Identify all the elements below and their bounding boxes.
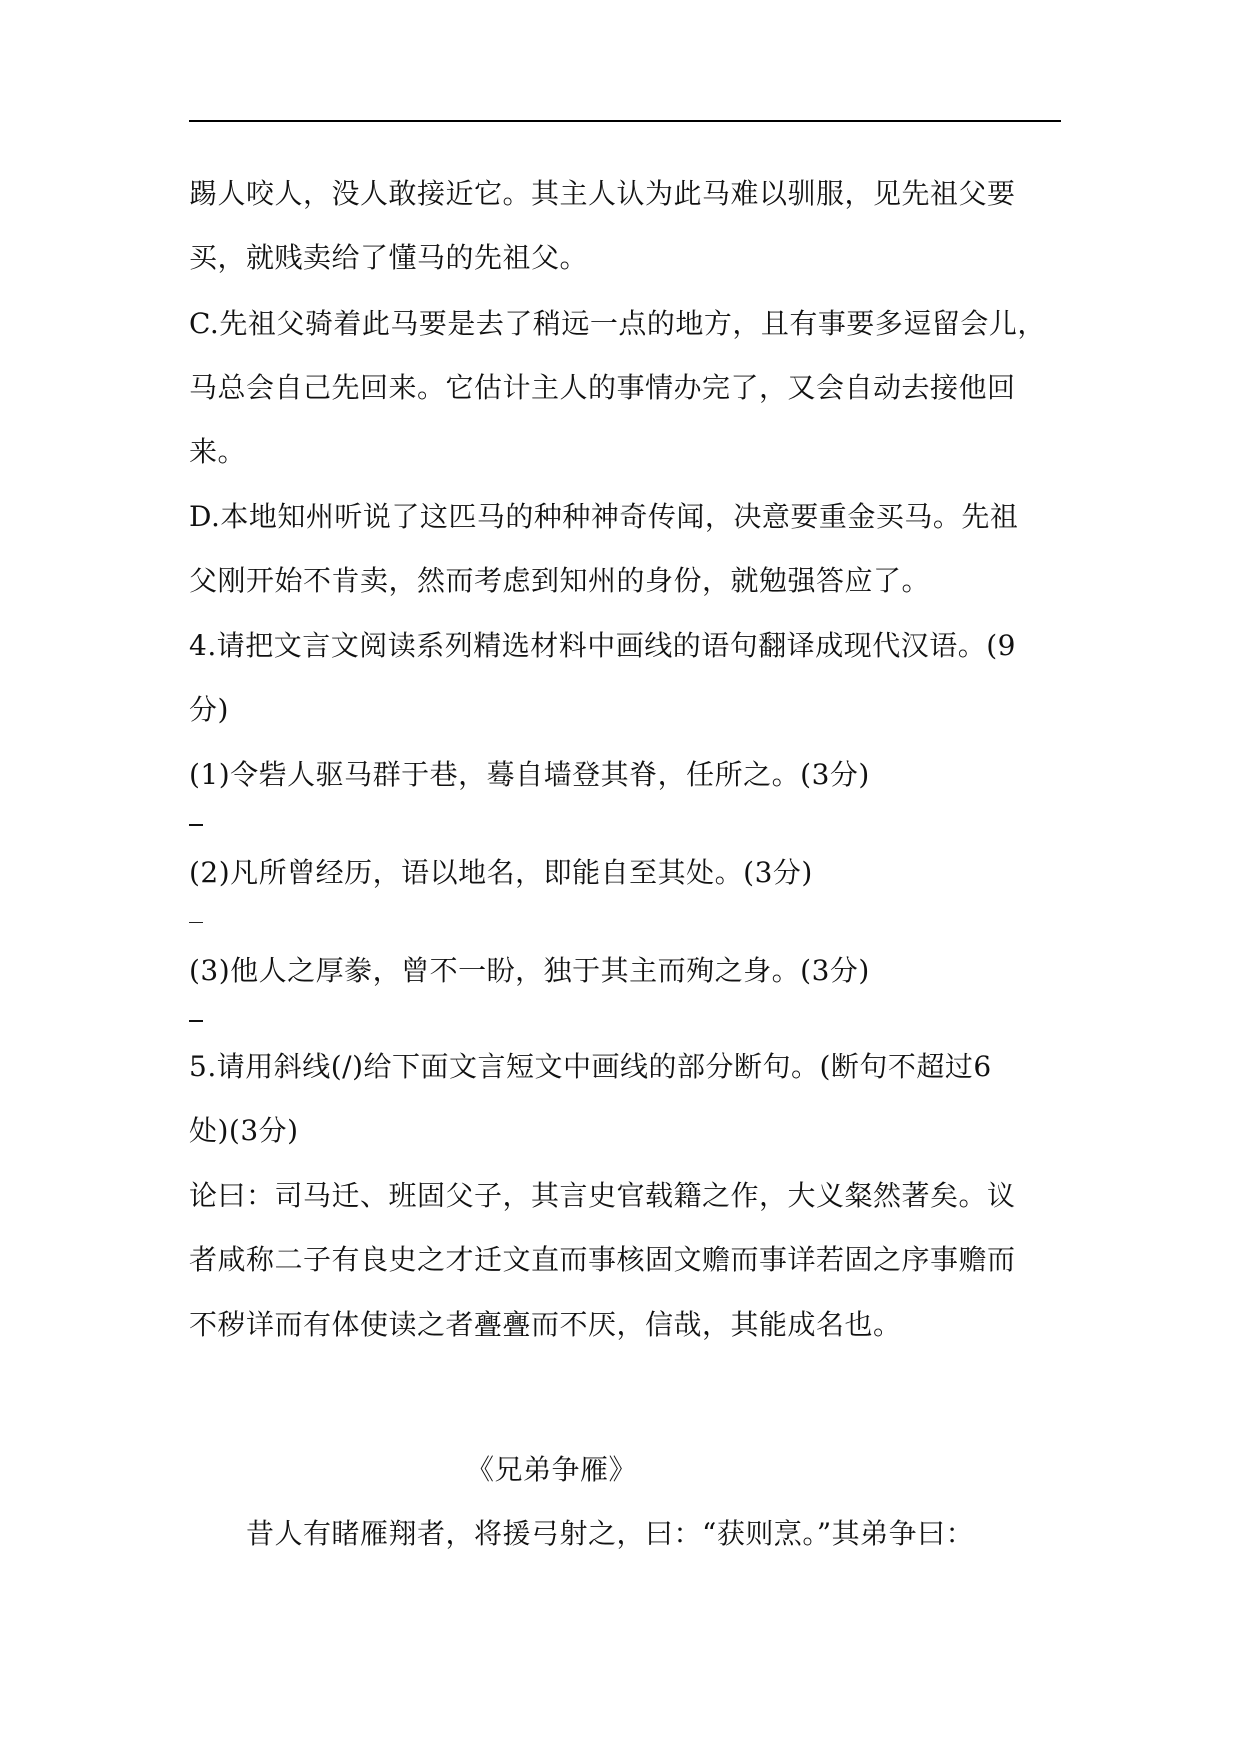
text-line: 分) [189,693,229,726]
question-4-item-2: (2)凡所曾经历，语以地名，即能自至其处。(3分) [189,856,813,889]
passage-line: 者咸称二子有良史之才迁文直而事核固文赡而事详若固之序事赡而 [189,1243,1016,1276]
text-line: 踢人咬人，没人敢接近它。其主人认为此马难以驯服，见先祖父要 [189,177,1016,210]
section-title: 《兄弟争雁》 [466,1453,638,1486]
passage-line: 论曰：司马迁、班固父子，其言史官载籍之作，大义粲然著矣。议 [189,1179,1016,1212]
answer-blank [189,824,203,826]
passage-line: 不秽详而有体使读之者亹亹而不厌，信哉，其能成名也。 [189,1308,902,1341]
option-c-line: C.先祖父骑着此马要是去了稍远一点的地方，且有事要多逗留会儿， [189,307,1046,340]
text-line: 马总会自己先回来。它估计主人的事情办完了，又会自动去接他回 [189,371,1016,404]
text-line: 父刚开始不肯卖，然而考虑到知州的身份，就勉强答应了。 [189,564,931,597]
question-5-line: 5.请用斜线(/)给下面文言短文中画线的部分断句。(断句不超过6 [189,1050,992,1083]
story-line: 昔人有睹雁翔者，将援弓射之，曰：“获则烹。”其弟争曰： [246,1517,975,1550]
text-line: 来。 [189,435,247,468]
answer-blank [189,1020,203,1022]
text-line: 处)(3分) [189,1114,299,1147]
answer-blank [189,922,203,923]
question-4-line: 4.请把文言文阅读系列精选材料中画线的语句翻译成现代汉语。(9 [189,629,1016,662]
header-rule [189,120,1061,122]
option-d-line: D.本地知州听说了这匹马的种种神奇传闻，决意要重金买马。先祖 [189,500,1019,533]
text-line: 买，就贱卖给了懂马的先祖父。 [189,241,589,274]
question-4-item-3: (3)他人之厚豢，曾不一盼，独于其主而殉之身。(3分) [189,954,870,987]
question-4-item-1: (1)令砦人驱马群于巷，蓦自墙登其脊，任所之。(3分) [189,758,870,791]
